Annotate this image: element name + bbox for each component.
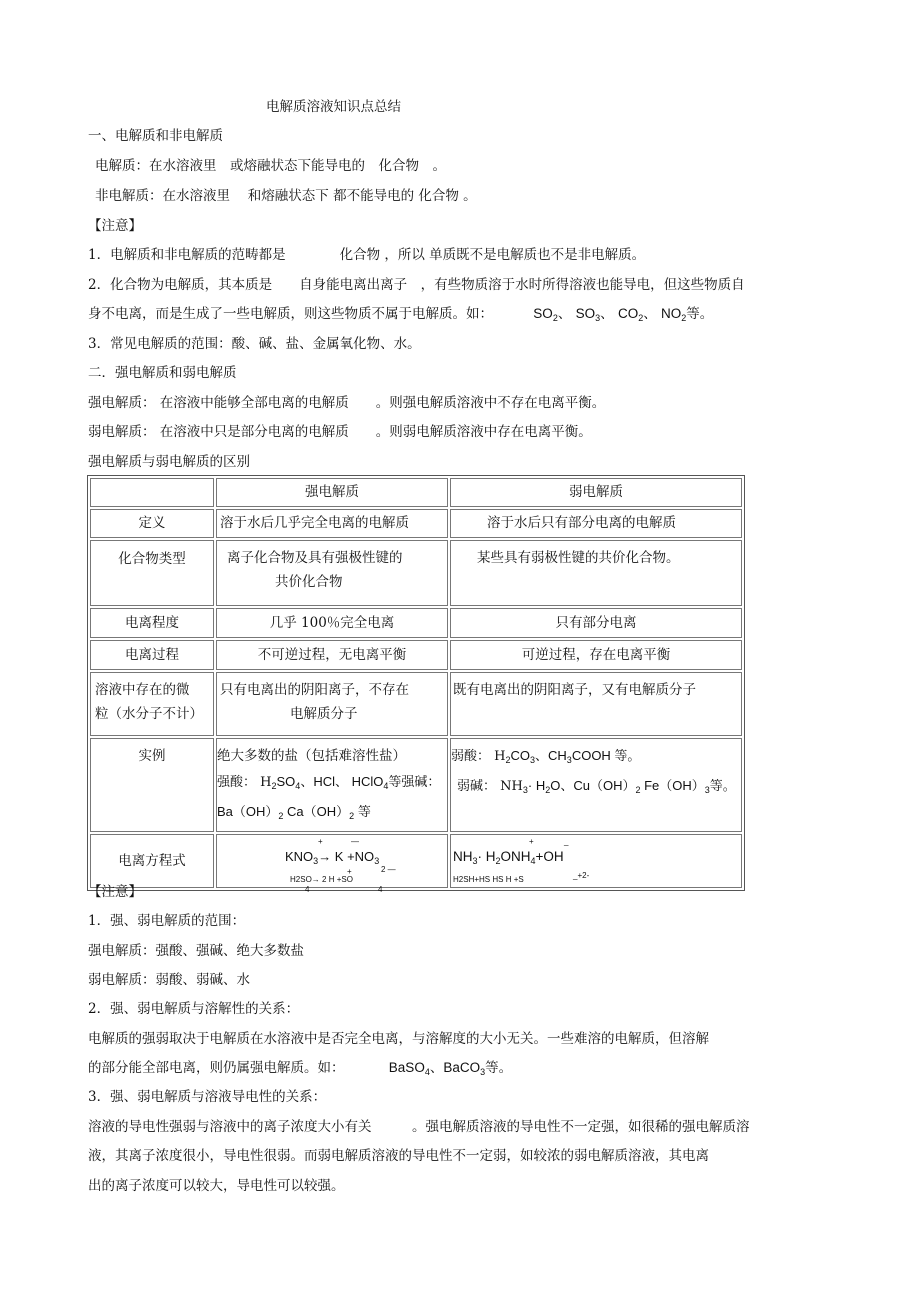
cell-weak-definition: 溶于水后只有部分电离的电解质: [450, 509, 742, 538]
equation-kno3: KNO: [285, 849, 314, 864]
table-row: [90, 640, 742, 670]
row-label-ionization-degree: 电离程度: [90, 608, 214, 638]
cell-strong-definition: 溶于水后几乎完全电离的电解质: [216, 509, 448, 538]
formula-co2: $CO_2$、: [617, 306, 657, 323]
table-row: [90, 540, 742, 606]
point-3-line1: 溶液的导电性强弱与溶液中的离子浓度大小有关 。强电解质溶液的导电性不一定强，如很稀的强电解质溶: [88, 1119, 750, 1135]
cell-strong-ionization-process: 不可逆过程，无电离平衡: [216, 640, 448, 670]
electrolyte-definition: 电解质：在水溶液里 或熔融状态下能导电的 化合物 。: [95, 158, 446, 174]
note-heading-2: 【注意】: [88, 884, 142, 900]
cell-strong-examples: 绝大多数的盐（包括难溶性盐） 强酸： $H_2SO_4$、HCl、 HClO$_4$等强碱： $Ba(OH)_2$ $Ca(OH)_2$ 等: [216, 738, 448, 832]
formula-baso4-baco3: BaSO$_4$、BaCO$_3$: [388, 1060, 486, 1077]
point-1-strong: 强电解质：强酸、强碱、绝大多数盐: [88, 943, 304, 959]
cell-weak-equation: + _ $NH_3\cdot H_2ONH_4+OH$ H2SH+HS HS H +S _+2-: [450, 834, 742, 888]
cell-strong-ionization-degree: 几乎 100％完全电离: [216, 608, 448, 638]
table-row: [90, 672, 742, 736]
note-2-line1: 2．化合物为电解质，其本质是 自身能电离出离子 ，有些物质溶于水时所得溶液也能导电，但这些物质自: [88, 277, 745, 293]
row-label-ionization-process: 电离过程: [90, 640, 214, 670]
note-2-text: 身不电离，而是生成了一些电解质，则这些物质不属于电解质。如：: [88, 306, 493, 322]
formula-so3: $SO_3$、: [575, 306, 614, 323]
equation-nh3: NH: [453, 849, 473, 864]
table-row: [90, 738, 742, 832]
section2-heading: 二．强电解质和弱电解质: [88, 365, 237, 381]
cell-strong-compound-type: 离子化合物及具有强极性键的 共价化合物: [216, 540, 448, 606]
point-1-weak: 弱电解质：弱酸、弱碱、水: [88, 972, 250, 988]
row-label-ionization-equation: 电离方程式: [90, 834, 214, 888]
cell-weak-compound-type: 某些具有弱极性键的共价化合物。: [450, 540, 742, 606]
header-strong: 强电解质: [216, 478, 448, 507]
cell-weak-ionization-degree: 只有部分电离: [450, 608, 742, 638]
table-row: [90, 608, 742, 638]
note-3: 3．常见电解质的范围：酸、碱、盐、金属氧化物、水。: [88, 336, 421, 352]
table-row: [90, 509, 742, 538]
row-label-particles: 溶液中存在的微 粒（水分子不计）: [90, 672, 214, 736]
equation-h2s: H2SH+HS HS H +S: [453, 875, 524, 884]
point-3-line3: 出的离子浓度可以较大，导电性可以较强。: [88, 1178, 345, 1194]
point-2: 2．强、弱电解质与溶解性的关系：: [88, 1001, 300, 1017]
section1-heading: 一、电解质和非电解质: [88, 128, 223, 144]
formula-no2: $NO_2$: [661, 306, 687, 323]
formula-so2: $SO_2$、: [533, 306, 572, 323]
point-2-line1: 电解质的强弱取决于电解质在水溶液中是否完全电离，与溶解度的大小无关。一些难溶的电解质，但溶解: [88, 1031, 709, 1047]
row-label-compound-type: 化合物类型: [90, 540, 214, 606]
header-weak: 弱电解质: [450, 478, 742, 507]
cell-weak-ionization-process: 可逆过程，存在电离平衡: [450, 640, 742, 670]
cell-strong-equation: + — $KNO_3\to K +NO_3$ 2 — + H2SO→ 2 H +SO 4 4: [216, 834, 448, 888]
point-2-line2: 的部分能全部电离，则仍属强电解质。如： BaSO$_4$、BaCO$_3$等。: [88, 1060, 513, 1077]
nonelectrolyte-definition: 非电解质：在水溶液里 和熔融状态下 都不能导电的 化合物 。: [95, 188, 477, 204]
equation-h2so4: H2SO→ 2 H +SO: [290, 875, 353, 884]
table-header-row: [90, 478, 742, 507]
cell-weak-examples: 弱酸： $H_2CO_3$、$CH_3COOH$ 等。 弱碱： $NH_3\cdot H_2O$、$Cu(OH)_2$ $Fe(OH)_3$等。: [450, 738, 742, 832]
row-label-examples: 实例: [90, 738, 214, 832]
cell-weak-particles: 既有电离出的阴阳离子，又有电解质分子: [450, 672, 742, 736]
note-heading: 【注意】: [88, 218, 142, 234]
table-row: [90, 834, 742, 888]
note-2-line2: 身不电离，而是生成了一些电解质，则这些物质不属于电解质。如： $SO_2$、 $SO_3$、 $CO_2$、 $NO_2$等。: [88, 306, 714, 323]
note-1: 1．电解质和非电解质的范畴都是 化合物 ，所以 单质既不是电解质也不是非电解质。: [88, 247, 646, 263]
table-caption: 强电解质与弱电解质的区别: [88, 454, 250, 470]
strong-electrolyte-definition: 强电解质： 在溶液中能够全部电离的电解质 。则强电解质溶液中不存在电离平衡。: [88, 395, 606, 411]
page-title: 电解质溶液知识点总结: [266, 99, 401, 115]
row-label-definition: 定义: [90, 509, 214, 538]
header-empty-cell: [90, 478, 214, 507]
point-1: 1．强、弱电解质的范围：: [88, 913, 246, 929]
cell-strong-particles: 只有电离出的阴阳离子，不存在 电解质分子: [216, 672, 448, 736]
point-3: 3．强、弱电解质与溶液导电性的关系：: [88, 1089, 327, 1105]
point-3-line2: 液，其离子浓度很小，导电性很弱。而弱电解质溶液的导电性不一定弱，如较浓的弱电解质溶液，其电离: [88, 1148, 709, 1164]
weak-electrolyte-definition: 弱电解质： 在溶液中只是部分电离的电解质 。则弱电解质溶液中存在电离平衡。: [88, 424, 592, 440]
